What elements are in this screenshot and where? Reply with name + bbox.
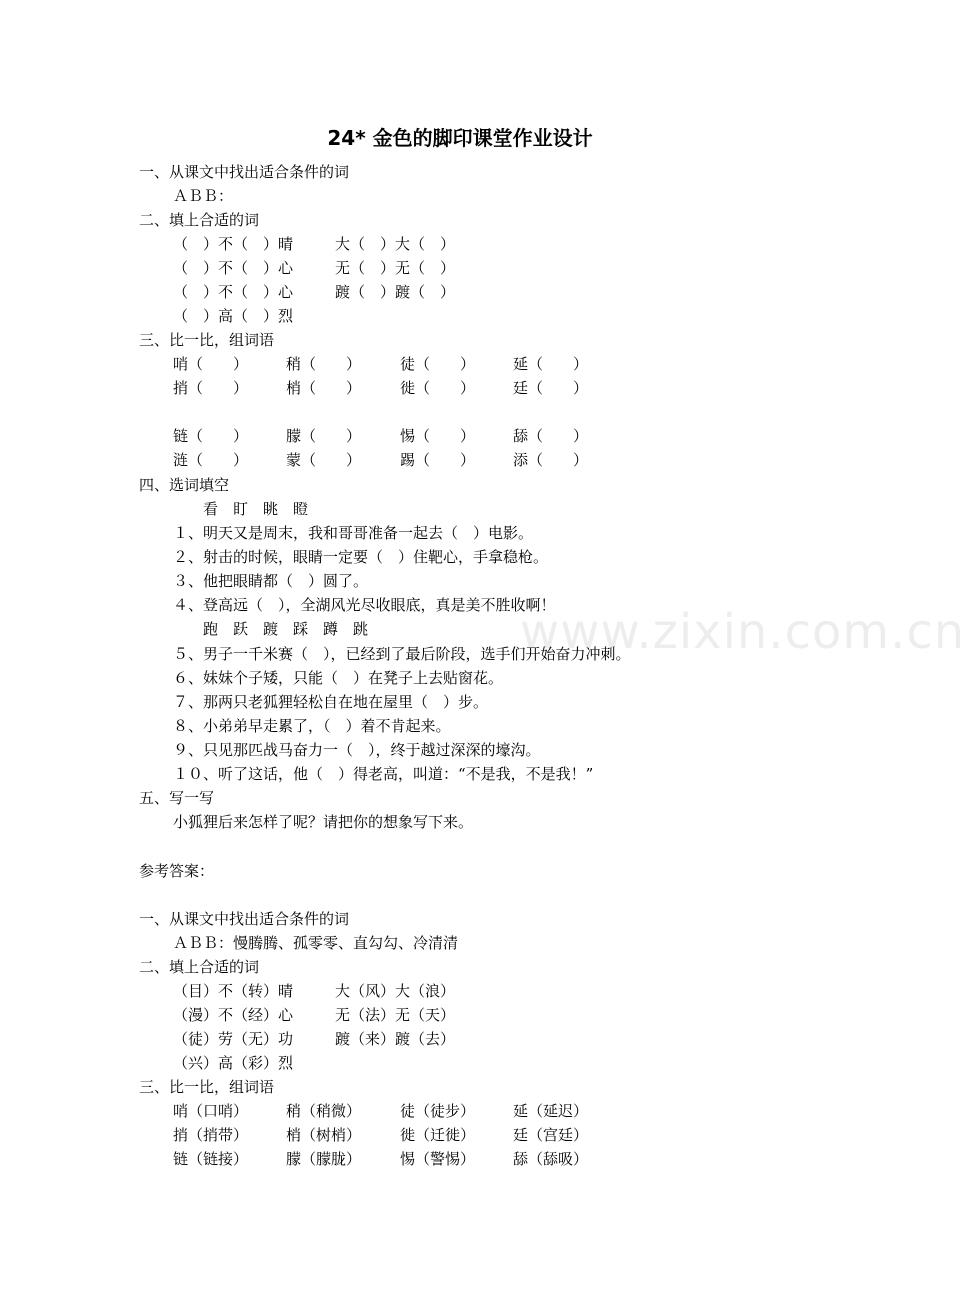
answer-cell: 踱（来）踱（去） — [335, 1030, 456, 1048]
compare-cell: 徙（ ） — [400, 379, 476, 397]
answer-cell: 廷（宫廷） — [513, 1126, 589, 1144]
fill-item: ７、那两只老狐狸轻松自在地在屋里（ ）步。 — [173, 693, 489, 711]
fill-item: ８、小弟弟早走累了，（ ）着不肯起来。 — [173, 717, 451, 735]
section-2-heading: 二、填上合适的词 — [139, 211, 260, 229]
answer-compare-row — [173, 1147, 623, 1171]
answer-cell: 大（风）大（浪） — [335, 982, 456, 1000]
answer-cell: 惕（警惕） — [400, 1150, 476, 1168]
answer-cell: 链（链接） — [173, 1150, 249, 1168]
answer-compare-row — [173, 1123, 623, 1147]
compare-cell: 舔（ ） — [513, 427, 589, 445]
compare-cell: 捎（ ） — [173, 379, 249, 397]
answer-section-2-heading: 二、填上合适的词 — [139, 958, 260, 976]
fill-item: ６、妹妹个子矮，只能（ ）在凳子上去贴窗花。 — [173, 669, 504, 687]
answer-cell: 舔（舔吸） — [513, 1150, 589, 1168]
word-bank: 跑 跃 踱 踩 蹲 跳 — [203, 620, 369, 638]
fill-cell: （ ）高（ ）烈 — [173, 307, 294, 325]
answer-abb: ＡＢＢ：慢腾腾、孤零零、直勾勾、冷清清 — [173, 934, 459, 952]
compare-cell: 链（ ） — [173, 427, 249, 445]
fill-cell: 大（ ）大（ ） — [335, 235, 456, 253]
answer-fill-row — [173, 1051, 573, 1075]
answer-fill-row — [173, 1027, 573, 1051]
section-5-heading: 五、写一写 — [139, 789, 215, 807]
fill-row — [173, 232, 573, 256]
fill-cell: （ ）不（ ）心 — [173, 283, 294, 301]
fill-row — [173, 280, 573, 304]
compare-cell: 蒙（ ） — [286, 451, 362, 469]
compare-row — [173, 376, 623, 400]
section-1-heading: 一、从课文中找出适合条件的词 — [139, 163, 350, 181]
compare-cell: 朦（ ） — [286, 427, 362, 445]
answer-cell: （目）不（转）晴 — [173, 982, 294, 1000]
fill-cell: （ ）不（ ）晴 — [173, 235, 294, 253]
abb-label: ＡＢＢ： — [173, 187, 234, 205]
answer-cell: （兴）高（彩）烈 — [173, 1054, 294, 1072]
fill-item: ２、射击的时候，眼睛一定要（ ）住靶心，手拿稳枪。 — [173, 548, 549, 566]
answer-key-label: 参考答案： — [139, 862, 215, 880]
fill-cell: 无（ ）无（ ） — [335, 259, 456, 277]
answer-cell: 稍（稍微） — [286, 1102, 362, 1120]
answer-cell: （徒）劳（无）功 — [173, 1030, 294, 1048]
fill-item: ５、男子一千米赛（ ），已经到了最后阶段，选手们开始奋力冲刺。 — [173, 645, 631, 663]
compare-cell: 廷（ ） — [513, 379, 589, 397]
answer-fill-row — [173, 1003, 573, 1027]
compare-cell: 梢（ ） — [286, 379, 362, 397]
fill-row — [173, 256, 573, 280]
fill-cell: （ ）不（ ）心 — [173, 259, 294, 277]
answer-cell: 捎（捎带） — [173, 1126, 249, 1144]
fill-cell: 踱（ ）踱（ ） — [335, 283, 456, 301]
answer-cell: 朦（朦胧） — [286, 1150, 362, 1168]
fill-item: ３、他把眼睛都（ ）圆了。 — [173, 572, 369, 590]
section-4-heading: 四、选词填空 — [139, 476, 230, 494]
answer-cell: 哨（口哨） — [173, 1102, 249, 1120]
compare-cell: 涟（ ） — [173, 451, 249, 469]
answer-cell: 徙（迁徙） — [400, 1126, 476, 1144]
compare-cell: 稍（ ） — [286, 355, 362, 373]
page-title: 24* 金色的脚印课堂作业设计 — [327, 126, 593, 150]
compare-cell: 徒（ ） — [400, 355, 476, 373]
answer-cell: 延（延迟） — [513, 1102, 589, 1120]
compare-cell: 惕（ ） — [400, 427, 476, 445]
answer-section-1-heading: 一、从课文中找出适合条件的词 — [139, 910, 350, 928]
answer-cell: 徒（徒步） — [400, 1102, 476, 1120]
answer-cell: （漫）不（经）心 — [173, 1006, 294, 1024]
compare-row — [173, 352, 623, 376]
compare-row — [173, 448, 623, 472]
word-bank: 看 盯 眺 瞪 — [203, 500, 309, 518]
answer-section-3-heading: 三、比一比，组词语 — [139, 1078, 275, 1096]
watermark: www.zixin.com.cn — [520, 604, 965, 660]
compare-row — [173, 424, 623, 448]
answer-compare-row — [173, 1099, 623, 1123]
compare-cell: 哨（ ） — [173, 355, 249, 373]
fill-item: １０、听了这话，他（ ）得老高，叫道：“不是我，不是我！” — [173, 765, 594, 783]
answer-cell: 梢（树梢） — [286, 1126, 362, 1144]
compare-cell: 延（ ） — [513, 355, 589, 373]
compare-cell: 添（ ） — [513, 451, 589, 469]
compare-cell: 踢（ ） — [400, 451, 476, 469]
section-3-heading: 三、比一比，组词语 — [139, 331, 275, 349]
fill-item: ９、只见那匹战马奋力一（ ），终于越过深深的壕沟。 — [173, 741, 541, 759]
fill-row — [173, 304, 573, 328]
answer-cell: 无（法）无（天） — [335, 1006, 456, 1024]
fill-item: ４、登高远（ ），全湖风光尽收眼底，真是美不胜收啊！ — [173, 596, 556, 614]
writing-prompt: 小狐狸后来怎样了呢？请把你的想象写下来。 — [173, 813, 474, 831]
answer-fill-row — [173, 979, 573, 1003]
fill-item: １、明天又是周末，我和哥哥准备一起去（ ）电影。 — [173, 524, 534, 542]
